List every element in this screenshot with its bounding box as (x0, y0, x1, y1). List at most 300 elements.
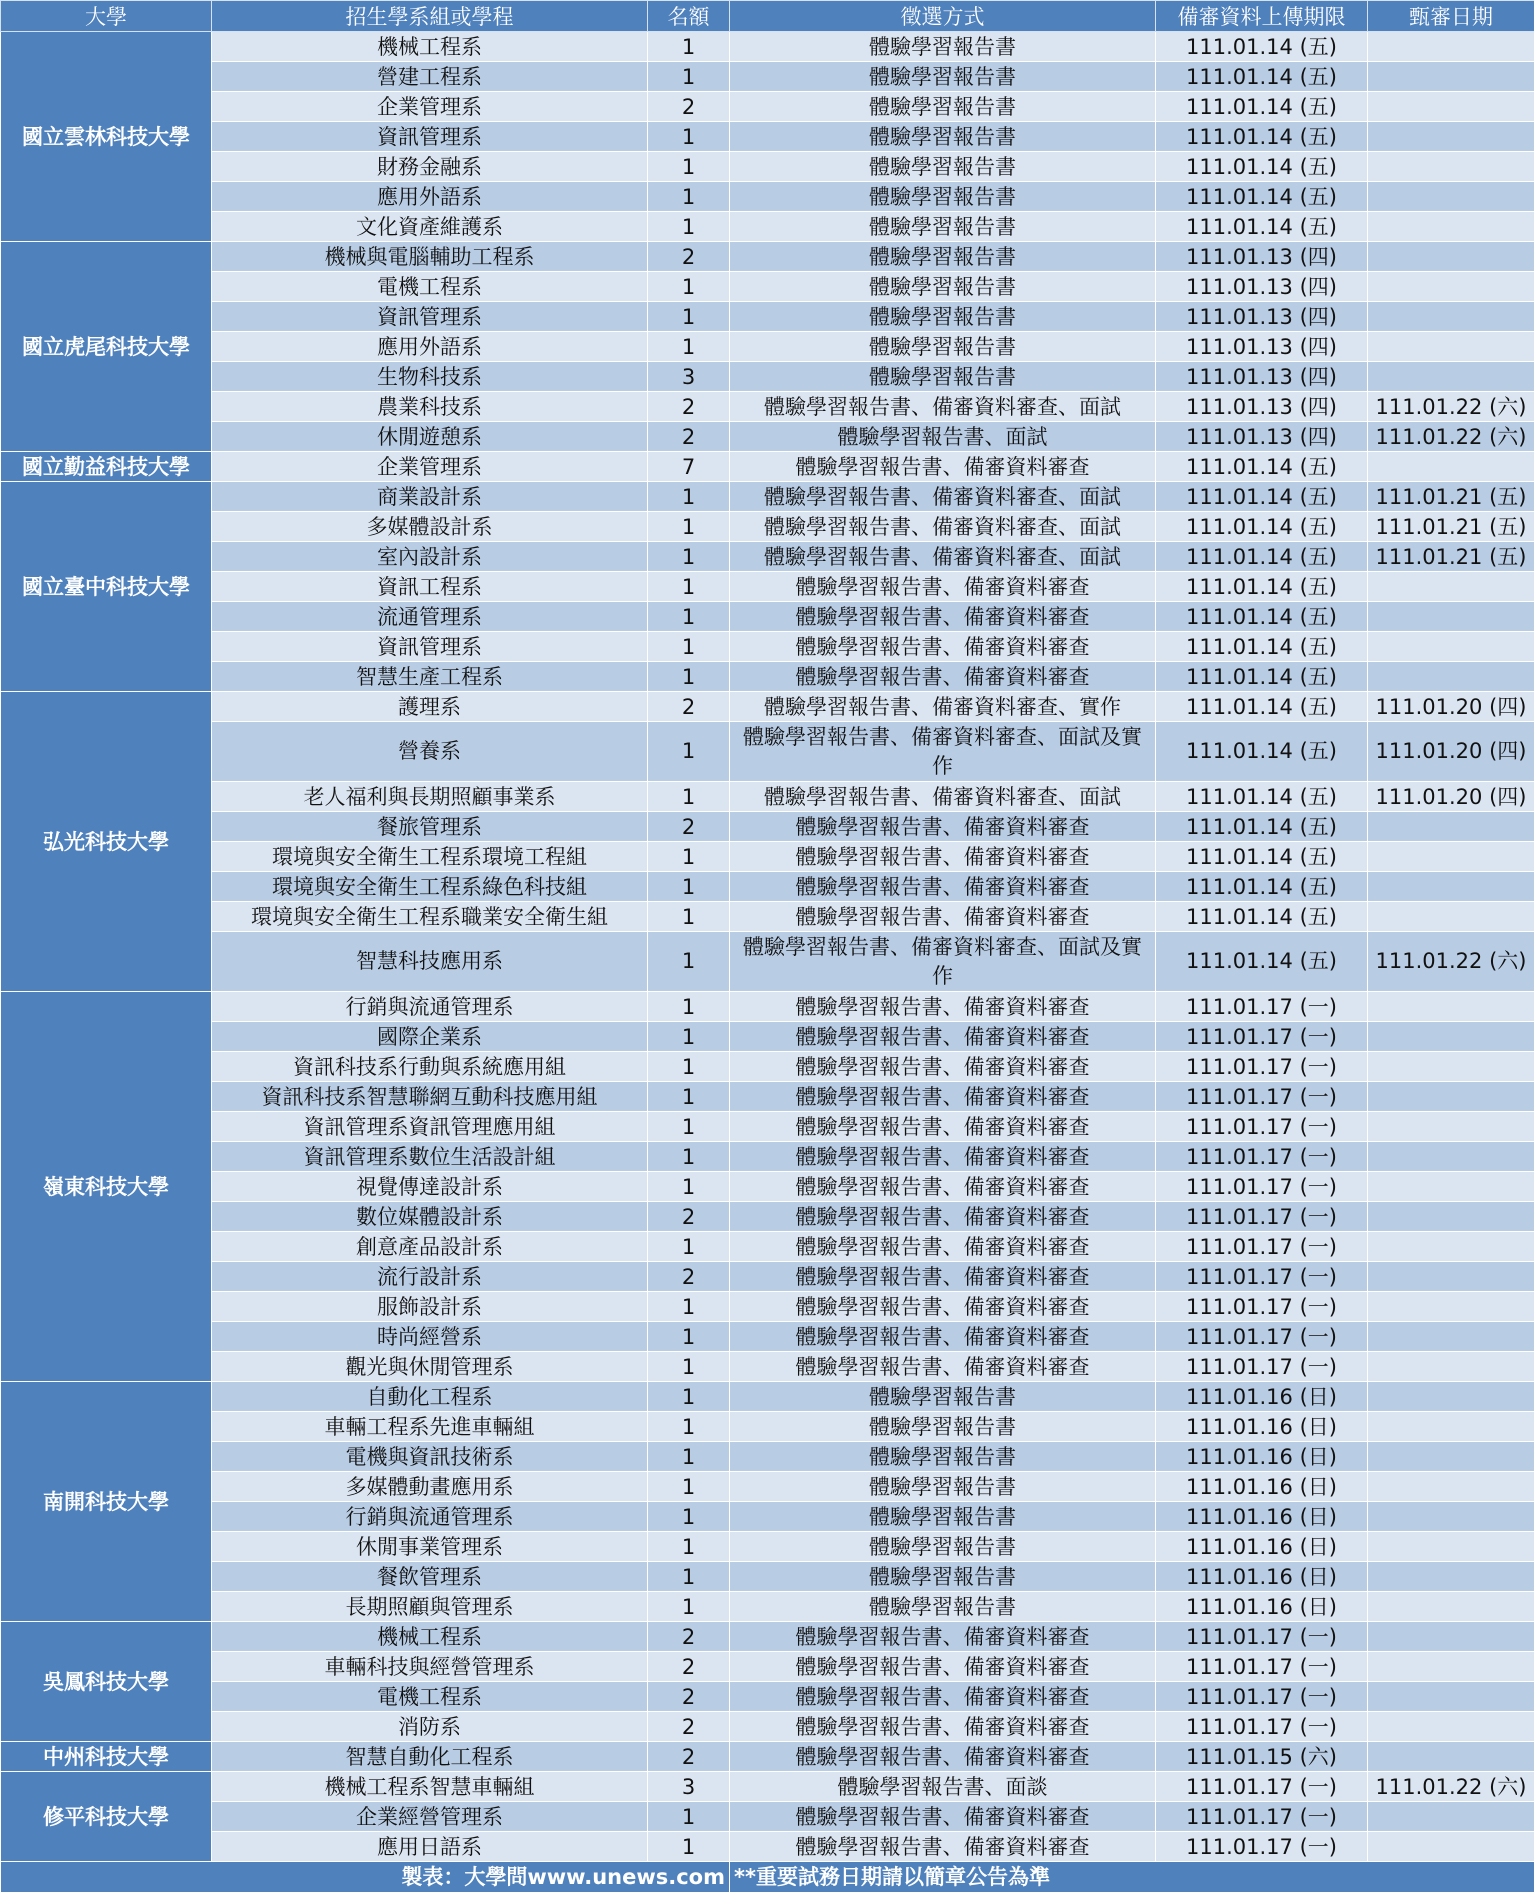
review-date-cell (1368, 1592, 1534, 1622)
method-cell: 體驗學習報告書、備審資料審查、面試 (730, 482, 1156, 512)
method-cell: 體驗學習報告書、面試 (730, 422, 1156, 452)
upload-deadline-cell: 111.01.17 (一) (1156, 1142, 1368, 1172)
department-cell: 機械工程系 (212, 1622, 648, 1652)
method-cell: 體驗學習報告書 (730, 1592, 1156, 1622)
upload-deadline-cell: 111.01.14 (五) (1156, 512, 1368, 542)
quota-cell: 1 (648, 1322, 730, 1352)
quota-cell: 1 (648, 182, 730, 212)
method-cell: 體驗學習報告書、備審資料審查 (730, 1142, 1156, 1172)
review-date-cell: 111.01.21 (五) (1368, 512, 1534, 542)
table-row (1, 512, 1534, 542)
department-cell: 多媒體設計系 (212, 512, 648, 542)
department-cell: 營養系 (212, 722, 648, 782)
upload-deadline-cell: 111.01.13 (四) (1156, 272, 1368, 302)
department-cell: 休閒事業管理系 (212, 1532, 648, 1562)
quota-cell: 1 (648, 1052, 730, 1082)
method-cell: 體驗學習報告書 (730, 1472, 1156, 1502)
quota-cell: 1 (648, 32, 730, 62)
upload-deadline-cell: 111.01.16 (日) (1156, 1502, 1368, 1532)
review-date-cell (1368, 1022, 1534, 1052)
upload-deadline-cell: 111.01.14 (五) (1156, 692, 1368, 722)
method-cell: 體驗學習報告書 (730, 362, 1156, 392)
quota-cell: 1 (648, 1022, 730, 1052)
table-row (1, 32, 1534, 62)
table-row (1, 332, 1534, 362)
quota-cell: 1 (648, 1592, 730, 1622)
department-cell: 應用外語系 (212, 332, 648, 362)
quota-cell: 2 (648, 242, 730, 272)
method-cell: 體驗學習報告書、備審資料審查、實作 (730, 692, 1156, 722)
quota-cell: 1 (648, 842, 730, 872)
quota-cell: 1 (648, 1172, 730, 1202)
upload-deadline-cell: 111.01.14 (五) (1156, 722, 1368, 782)
header-quota: 名額 (648, 1, 730, 32)
method-cell: 體驗學習報告書 (730, 62, 1156, 92)
department-cell: 文化資產維護系 (212, 212, 648, 242)
quota-cell: 1 (648, 212, 730, 242)
quota-cell: 1 (648, 1292, 730, 1322)
upload-deadline-cell: 111.01.14 (五) (1156, 62, 1368, 92)
upload-deadline-cell: 111.01.14 (五) (1156, 932, 1368, 992)
table-row (1, 602, 1534, 632)
table-row (1, 572, 1534, 602)
quota-cell: 2 (648, 1202, 730, 1232)
upload-deadline-cell: 111.01.14 (五) (1156, 122, 1368, 152)
method-cell: 體驗學習報告書 (730, 242, 1156, 272)
upload-deadline-cell: 111.01.14 (五) (1156, 872, 1368, 902)
review-date-cell: 111.01.20 (四) (1368, 692, 1534, 722)
quota-cell: 2 (648, 812, 730, 842)
department-cell: 電機工程系 (212, 272, 648, 302)
method-cell: 體驗學習報告書 (730, 1532, 1156, 1562)
method-cell: 體驗學習報告書、備審資料審查 (730, 662, 1156, 692)
upload-deadline-cell: 111.01.17 (一) (1156, 1172, 1368, 1202)
department-cell: 車輛工程系先進車輛組 (212, 1412, 648, 1442)
quota-cell: 1 (648, 872, 730, 902)
quota-cell: 1 (648, 1802, 730, 1832)
header-review-date: 甄審日期 (1368, 1, 1534, 32)
department-cell: 財務金融系 (212, 152, 648, 182)
method-cell: 體驗學習報告書、備審資料審查 (730, 1322, 1156, 1352)
method-cell: 體驗學習報告書 (730, 92, 1156, 122)
method-cell: 體驗學習報告書 (730, 1502, 1156, 1532)
department-cell: 智慧自動化工程系 (212, 1742, 648, 1772)
table-row (1, 242, 1534, 272)
table-row (1, 722, 1534, 782)
upload-deadline-cell: 111.01.13 (四) (1156, 302, 1368, 332)
table-row (1, 1652, 1534, 1682)
review-date-cell (1368, 1502, 1534, 1532)
upload-deadline-cell: 111.01.16 (日) (1156, 1412, 1368, 1442)
table-row (1, 1022, 1534, 1052)
table-row (1, 1682, 1534, 1712)
department-cell: 時尚經營系 (212, 1322, 648, 1352)
department-cell: 消防系 (212, 1712, 648, 1742)
quota-cell: 2 (648, 1262, 730, 1292)
table-row (1, 182, 1534, 212)
quota-cell: 2 (648, 92, 730, 122)
university-name: 國立虎尾科技大學 (1, 242, 212, 452)
quota-cell: 2 (648, 1652, 730, 1682)
department-cell: 資訊工程系 (212, 572, 648, 602)
upload-deadline-cell: 111.01.13 (四) (1156, 392, 1368, 422)
review-date-cell (1368, 1412, 1534, 1442)
quota-cell: 1 (648, 902, 730, 932)
review-date-cell (1368, 1082, 1534, 1112)
review-date-cell (1368, 1232, 1534, 1262)
department-cell: 企業管理系 (212, 92, 648, 122)
quota-cell: 2 (648, 1682, 730, 1712)
table-row (1, 362, 1534, 392)
upload-deadline-cell: 111.01.17 (一) (1156, 1202, 1368, 1232)
table-row (1, 1112, 1534, 1142)
department-cell: 資訊管理系 (212, 302, 648, 332)
review-date-cell: 111.01.22 (六) (1368, 422, 1534, 452)
department-cell: 資訊管理系資訊管理應用組 (212, 1112, 648, 1142)
table-row (1, 1082, 1534, 1112)
university-name: 吳鳳科技大學 (1, 1622, 212, 1742)
department-cell: 觀光與休閒管理系 (212, 1352, 648, 1382)
table-row (1, 212, 1534, 242)
department-cell: 企業管理系 (212, 452, 648, 482)
upload-deadline-cell: 111.01.13 (四) (1156, 332, 1368, 362)
review-date-cell (1368, 1652, 1534, 1682)
upload-deadline-cell: 111.01.14 (五) (1156, 542, 1368, 572)
method-cell: 體驗學習報告書 (730, 1382, 1156, 1412)
upload-deadline-cell: 111.01.17 (一) (1156, 1052, 1368, 1082)
quota-cell: 2 (648, 692, 730, 722)
department-cell: 長期照顧與管理系 (212, 1592, 648, 1622)
university-name: 國立雲林科技大學 (1, 32, 212, 242)
method-cell: 體驗學習報告書、備審資料審查 (730, 1052, 1156, 1082)
table-row (1, 152, 1534, 182)
review-date-cell (1368, 122, 1534, 152)
review-date-cell (1368, 212, 1534, 242)
university-name: 修平科技大學 (1, 1772, 212, 1862)
quota-cell: 1 (648, 122, 730, 152)
table-row (1, 1232, 1534, 1262)
method-cell: 體驗學習報告書、備審資料審查、面試及實作 (730, 932, 1156, 992)
review-date-cell: 111.01.21 (五) (1368, 542, 1534, 572)
table-row (1, 1622, 1534, 1652)
quota-cell: 2 (648, 422, 730, 452)
table-row (1, 302, 1534, 332)
department-cell: 農業科技系 (212, 392, 648, 422)
review-date-cell (1368, 182, 1534, 212)
table-row (1, 842, 1534, 872)
upload-deadline-cell: 111.01.17 (一) (1156, 1322, 1368, 1352)
quota-cell: 1 (648, 1412, 730, 1442)
quota-cell: 1 (648, 1442, 730, 1472)
review-date-cell: 111.01.22 (六) (1368, 1772, 1534, 1802)
review-date-cell (1368, 1622, 1534, 1652)
quota-cell: 1 (648, 572, 730, 602)
table-row (1, 1412, 1534, 1442)
department-cell: 行銷與流通管理系 (212, 992, 648, 1022)
table-row (1, 1532, 1534, 1562)
method-cell: 體驗學習報告書、備審資料審查 (730, 1682, 1156, 1712)
upload-deadline-cell: 111.01.17 (一) (1156, 1262, 1368, 1292)
method-cell: 體驗學習報告書、備審資料審查 (730, 1622, 1156, 1652)
department-cell: 機械工程系 (212, 32, 648, 62)
upload-deadline-cell: 111.01.17 (一) (1156, 1652, 1368, 1682)
department-cell: 流行設計系 (212, 1262, 648, 1292)
review-date-cell (1368, 1742, 1534, 1772)
table-row (1, 692, 1534, 722)
department-cell: 餐旅管理系 (212, 812, 648, 842)
quota-cell: 1 (648, 512, 730, 542)
university-name: 嶺東科技大學 (1, 992, 212, 1382)
table-row (1, 452, 1534, 482)
department-cell: 企業經營管理系 (212, 1802, 648, 1832)
quota-cell: 1 (648, 62, 730, 92)
table-row (1, 782, 1534, 812)
method-cell: 體驗學習報告書、備審資料審查 (730, 1112, 1156, 1142)
quota-cell: 1 (648, 632, 730, 662)
upload-deadline-cell: 111.01.17 (一) (1156, 1832, 1368, 1862)
department-cell: 應用外語系 (212, 182, 648, 212)
method-cell: 體驗學習報告書、備審資料審查 (730, 1022, 1156, 1052)
upload-deadline-cell: 111.01.13 (四) (1156, 422, 1368, 452)
table-row (1, 992, 1534, 1022)
table-row (1, 902, 1534, 932)
upload-deadline-cell: 111.01.14 (五) (1156, 152, 1368, 182)
table-row (1, 1442, 1534, 1472)
header-row (1, 1, 1534, 32)
review-date-cell (1368, 812, 1534, 842)
review-date-cell (1368, 452, 1534, 482)
review-date-cell (1368, 632, 1534, 662)
department-cell: 環境與安全衛生工程系職業安全衛生組 (212, 902, 648, 932)
method-cell: 體驗學習報告書、備審資料審查、面試 (730, 512, 1156, 542)
department-cell: 智慧生產工程系 (212, 662, 648, 692)
review-date-cell (1368, 1832, 1534, 1862)
review-date-cell (1368, 992, 1534, 1022)
table-row (1, 1352, 1534, 1382)
department-cell: 國際企業系 (212, 1022, 648, 1052)
quota-cell: 1 (648, 1562, 730, 1592)
review-date-cell: 111.01.21 (五) (1368, 482, 1534, 512)
review-date-cell (1368, 662, 1534, 692)
quota-cell: 7 (648, 452, 730, 482)
upload-deadline-cell: 111.01.17 (一) (1156, 1232, 1368, 1262)
method-cell: 體驗學習報告書、備審資料審查 (730, 1652, 1156, 1682)
department-cell: 創意產品設計系 (212, 1232, 648, 1262)
review-date-cell (1368, 32, 1534, 62)
university-name: 中州科技大學 (1, 1742, 212, 1772)
upload-deadline-cell: 111.01.16 (日) (1156, 1442, 1368, 1472)
table-row (1, 872, 1534, 902)
upload-deadline-cell: 111.01.14 (五) (1156, 182, 1368, 212)
upload-deadline-cell: 111.01.14 (五) (1156, 812, 1368, 842)
review-date-cell: 111.01.22 (六) (1368, 932, 1534, 992)
department-cell: 行銷與流通管理系 (212, 1502, 648, 1532)
quota-cell: 1 (648, 1112, 730, 1142)
department-cell: 休閒遊憩系 (212, 422, 648, 452)
department-cell: 營建工程系 (212, 62, 648, 92)
department-cell: 資訊科技系行動與系統應用組 (212, 1052, 648, 1082)
upload-deadline-cell: 111.01.17 (一) (1156, 1682, 1368, 1712)
review-date-cell (1368, 1442, 1534, 1472)
department-cell: 流通管理系 (212, 602, 648, 632)
review-date-cell (1368, 1172, 1534, 1202)
review-date-cell (1368, 1142, 1534, 1172)
department-cell: 車輛科技與經營管理系 (212, 1652, 648, 1682)
upload-deadline-cell: 111.01.17 (一) (1156, 1292, 1368, 1322)
upload-deadline-cell: 111.01.17 (一) (1156, 992, 1368, 1022)
review-date-cell (1368, 242, 1534, 272)
quota-cell: 1 (648, 332, 730, 362)
quota-cell: 1 (648, 1532, 730, 1562)
review-date-cell (1368, 1682, 1534, 1712)
quota-cell: 2 (648, 392, 730, 422)
upload-deadline-cell: 111.01.14 (五) (1156, 632, 1368, 662)
review-date-cell (1368, 1802, 1534, 1832)
department-cell: 多媒體動畫應用系 (212, 1472, 648, 1502)
method-cell: 體驗學習報告書、備審資料審查 (730, 1802, 1156, 1832)
table-row (1, 1712, 1534, 1742)
method-cell: 體驗學習報告書、備審資料審查 (730, 1202, 1156, 1232)
table-row (1, 1142, 1534, 1172)
table-row (1, 1832, 1534, 1862)
quota-cell: 1 (648, 542, 730, 572)
review-date-cell (1368, 92, 1534, 122)
department-cell: 資訊科技系智慧聯網互動科技應用組 (212, 1082, 648, 1112)
footer-note: **重要試務日期請以簡章公告為準 (730, 1862, 1534, 1893)
method-cell: 體驗學習報告書、備審資料審查 (730, 1712, 1156, 1742)
table-row (1, 662, 1534, 692)
quota-cell: 1 (648, 482, 730, 512)
method-cell: 體驗學習報告書、備審資料審查 (730, 872, 1156, 902)
table-row (1, 1262, 1534, 1292)
upload-deadline-cell: 111.01.17 (一) (1156, 1802, 1368, 1832)
upload-deadline-cell: 111.01.17 (一) (1156, 1112, 1368, 1142)
method-cell: 體驗學習報告書 (730, 122, 1156, 152)
department-cell: 資訊管理系數位生活設計組 (212, 1142, 648, 1172)
quota-cell: 3 (648, 1772, 730, 1802)
method-cell: 體驗學習報告書、備審資料審查 (730, 632, 1156, 662)
method-cell: 體驗學習報告書、備審資料審查 (730, 1232, 1156, 1262)
quota-cell: 1 (648, 1832, 730, 1862)
quota-cell: 1 (648, 1232, 730, 1262)
footer-row (1, 1862, 1534, 1893)
upload-deadline-cell: 111.01.17 (一) (1156, 1082, 1368, 1112)
upload-deadline-cell: 111.01.16 (日) (1156, 1562, 1368, 1592)
upload-deadline-cell: 111.01.13 (四) (1156, 362, 1368, 392)
quota-cell: 1 (648, 602, 730, 632)
department-cell: 應用日語系 (212, 1832, 648, 1862)
quota-cell: 1 (648, 1142, 730, 1172)
header-upload-deadline: 備審資料上傳期限 (1156, 1, 1368, 32)
table-row (1, 1292, 1534, 1322)
method-cell: 體驗學習報告書 (730, 32, 1156, 62)
department-cell: 老人福利與長期照顧事業系 (212, 782, 648, 812)
quota-cell: 1 (648, 782, 730, 812)
department-cell: 視覺傳達設計系 (212, 1172, 648, 1202)
method-cell: 體驗學習報告書、備審資料審查 (730, 1742, 1156, 1772)
department-cell: 電機與資訊技術系 (212, 1442, 648, 1472)
method-cell: 體驗學習報告書 (730, 1412, 1156, 1442)
review-date-cell: 111.01.20 (四) (1368, 782, 1534, 812)
table-row (1, 812, 1534, 842)
department-cell: 自動化工程系 (212, 1382, 648, 1412)
method-cell: 體驗學習報告書 (730, 212, 1156, 242)
quota-cell: 1 (648, 152, 730, 182)
table-row (1, 542, 1534, 572)
table-row (1, 1592, 1534, 1622)
review-date-cell (1368, 1052, 1534, 1082)
review-date-cell (1368, 842, 1534, 872)
review-date-cell (1368, 302, 1534, 332)
table-row (1, 1502, 1534, 1532)
method-cell: 體驗學習報告書、備審資料審查 (730, 842, 1156, 872)
table-row (1, 422, 1534, 452)
upload-deadline-cell: 111.01.13 (四) (1156, 242, 1368, 272)
upload-deadline-cell: 111.01.17 (一) (1156, 1022, 1368, 1052)
table-row (1, 1742, 1534, 1772)
table-row (1, 122, 1534, 152)
review-date-cell (1368, 1382, 1534, 1412)
quota-cell: 1 (648, 1082, 730, 1112)
method-cell: 體驗學習報告書、備審資料審查 (730, 1832, 1156, 1862)
header-university: 大學 (1, 1, 212, 32)
table-row (1, 1202, 1534, 1232)
table-row (1, 92, 1534, 122)
quota-cell: 1 (648, 722, 730, 782)
review-date-cell: 111.01.20 (四) (1368, 722, 1534, 782)
university-name: 國立勤益科技大學 (1, 452, 212, 482)
upload-deadline-cell: 111.01.14 (五) (1156, 92, 1368, 122)
department-cell: 電機工程系 (212, 1682, 648, 1712)
upload-deadline-cell: 111.01.14 (五) (1156, 32, 1368, 62)
method-cell: 體驗學習報告書、備審資料審查 (730, 902, 1156, 932)
review-date-cell (1368, 902, 1534, 932)
upload-deadline-cell: 111.01.14 (五) (1156, 602, 1368, 632)
review-date-cell (1368, 1562, 1534, 1592)
quota-cell: 2 (648, 1712, 730, 1742)
quota-cell: 2 (648, 1742, 730, 1772)
department-cell: 環境與安全衛生工程系綠色科技組 (212, 872, 648, 902)
method-cell: 體驗學習報告書 (730, 1562, 1156, 1592)
header-department: 招生學系組或學程 (212, 1, 648, 32)
method-cell: 體驗學習報告書、備審資料審查 (730, 572, 1156, 602)
review-date-cell (1368, 272, 1534, 302)
review-date-cell (1368, 1262, 1534, 1292)
university-name: 國立臺中科技大學 (1, 482, 212, 692)
method-cell: 體驗學習報告書 (730, 332, 1156, 362)
department-cell: 資訊管理系 (212, 122, 648, 152)
method-cell: 體驗學習報告書、備審資料審查、面試及實作 (730, 722, 1156, 782)
table-row (1, 1772, 1534, 1802)
department-cell: 服飾設計系 (212, 1292, 648, 1322)
review-date-cell (1368, 602, 1534, 632)
table-row (1, 392, 1534, 422)
quota-cell: 1 (648, 662, 730, 692)
table-row (1, 62, 1534, 92)
upload-deadline-cell: 111.01.14 (五) (1156, 212, 1368, 242)
upload-deadline-cell: 111.01.14 (五) (1156, 902, 1368, 932)
review-date-cell (1368, 332, 1534, 362)
method-cell: 體驗學習報告書、備審資料審查、面試 (730, 782, 1156, 812)
table-row (1, 1802, 1534, 1832)
method-cell: 體驗學習報告書、面談 (730, 1772, 1156, 1802)
upload-deadline-cell: 111.01.14 (五) (1156, 452, 1368, 482)
method-cell: 體驗學習報告書 (730, 182, 1156, 212)
method-cell: 體驗學習報告書、備審資料審查 (730, 1292, 1156, 1322)
table-row (1, 1172, 1534, 1202)
review-date-cell (1368, 1352, 1534, 1382)
footer-credit: 製表：大學問www.unews.com (1, 1862, 730, 1893)
